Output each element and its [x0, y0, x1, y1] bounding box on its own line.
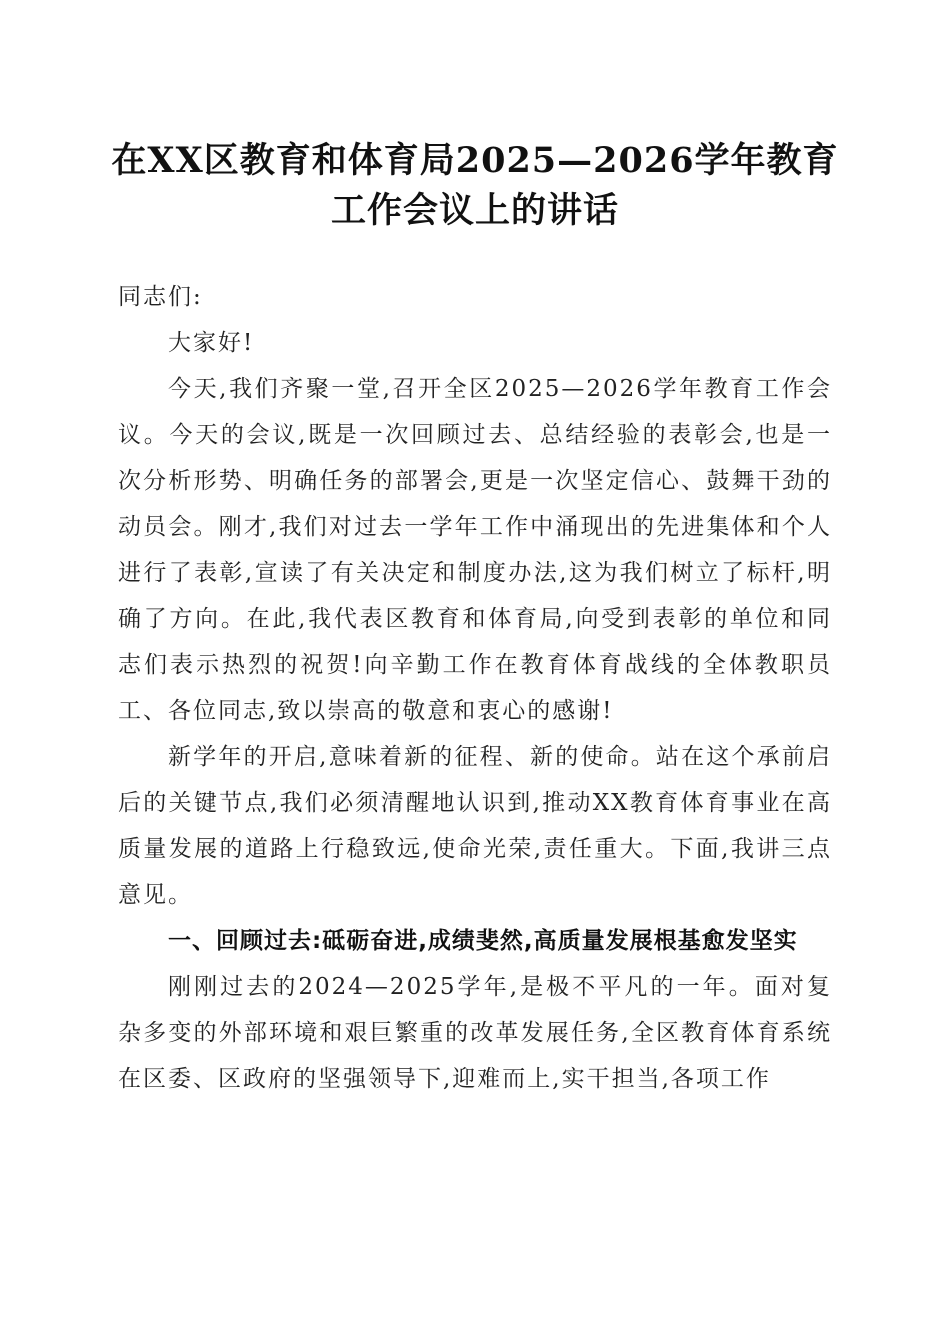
paragraph-transition: 新学年的开启,意味着新的征程、新的使命。站在这个承前启后的关键节点,我们必须清醒地认识到,推动XX教育体育事业在高质量发展的道路上行稳致远,使命光荣,责任重大。下面,我讲三点意见。: [118, 744, 832, 908]
paragraph-opening: 今天,我们齐聚一堂,召开全区2025—2026学年教育工作会议。今天的会议,既是一次回顾过去、总结经验的表彰会,也是一次分析形势、明确任务的部署会,更是一次坚定信心、鼓舞干劲的动员会。刚才,我们对过去一学年工作中涌现出的先进集体和个人进行了表彰,宣读了有关决定和制度办法,这为我们树立了标杆,明确了方向。在此,我代表区教育和体育局,向受到表彰的单位和同志们表示热烈的祝贺!向辛勤工作在教育体育战线的全体教职员工、各位同志,致以崇高的敬意和衷心的感谢!: [118, 376, 832, 724]
salutation: 同志们:: [118, 284, 203, 310]
title-line-1: 在XX区教育和体育局2025—2026学年教育: [111, 140, 839, 181]
section-heading-1: 一、回顾过去:砥砺奋进,成绩斐然,高质量发展根基愈发坚实: [168, 928, 798, 954]
title-line-2: 工作会议上的讲话: [330, 190, 619, 231]
document-title: [100, 136, 850, 236]
greeting: 大家好!: [168, 330, 255, 356]
section-1-paragraph: 刚刚过去的2024—2025学年,是极不平凡的一年。面对复杂多变的外部环境和艰巨繁重的改革发展任务,全区教育体育系统在区委、区政府的坚强领导下,迎难而上,实干担当,各项工作: [118, 974, 832, 1092]
document-body: [118, 274, 832, 1102]
